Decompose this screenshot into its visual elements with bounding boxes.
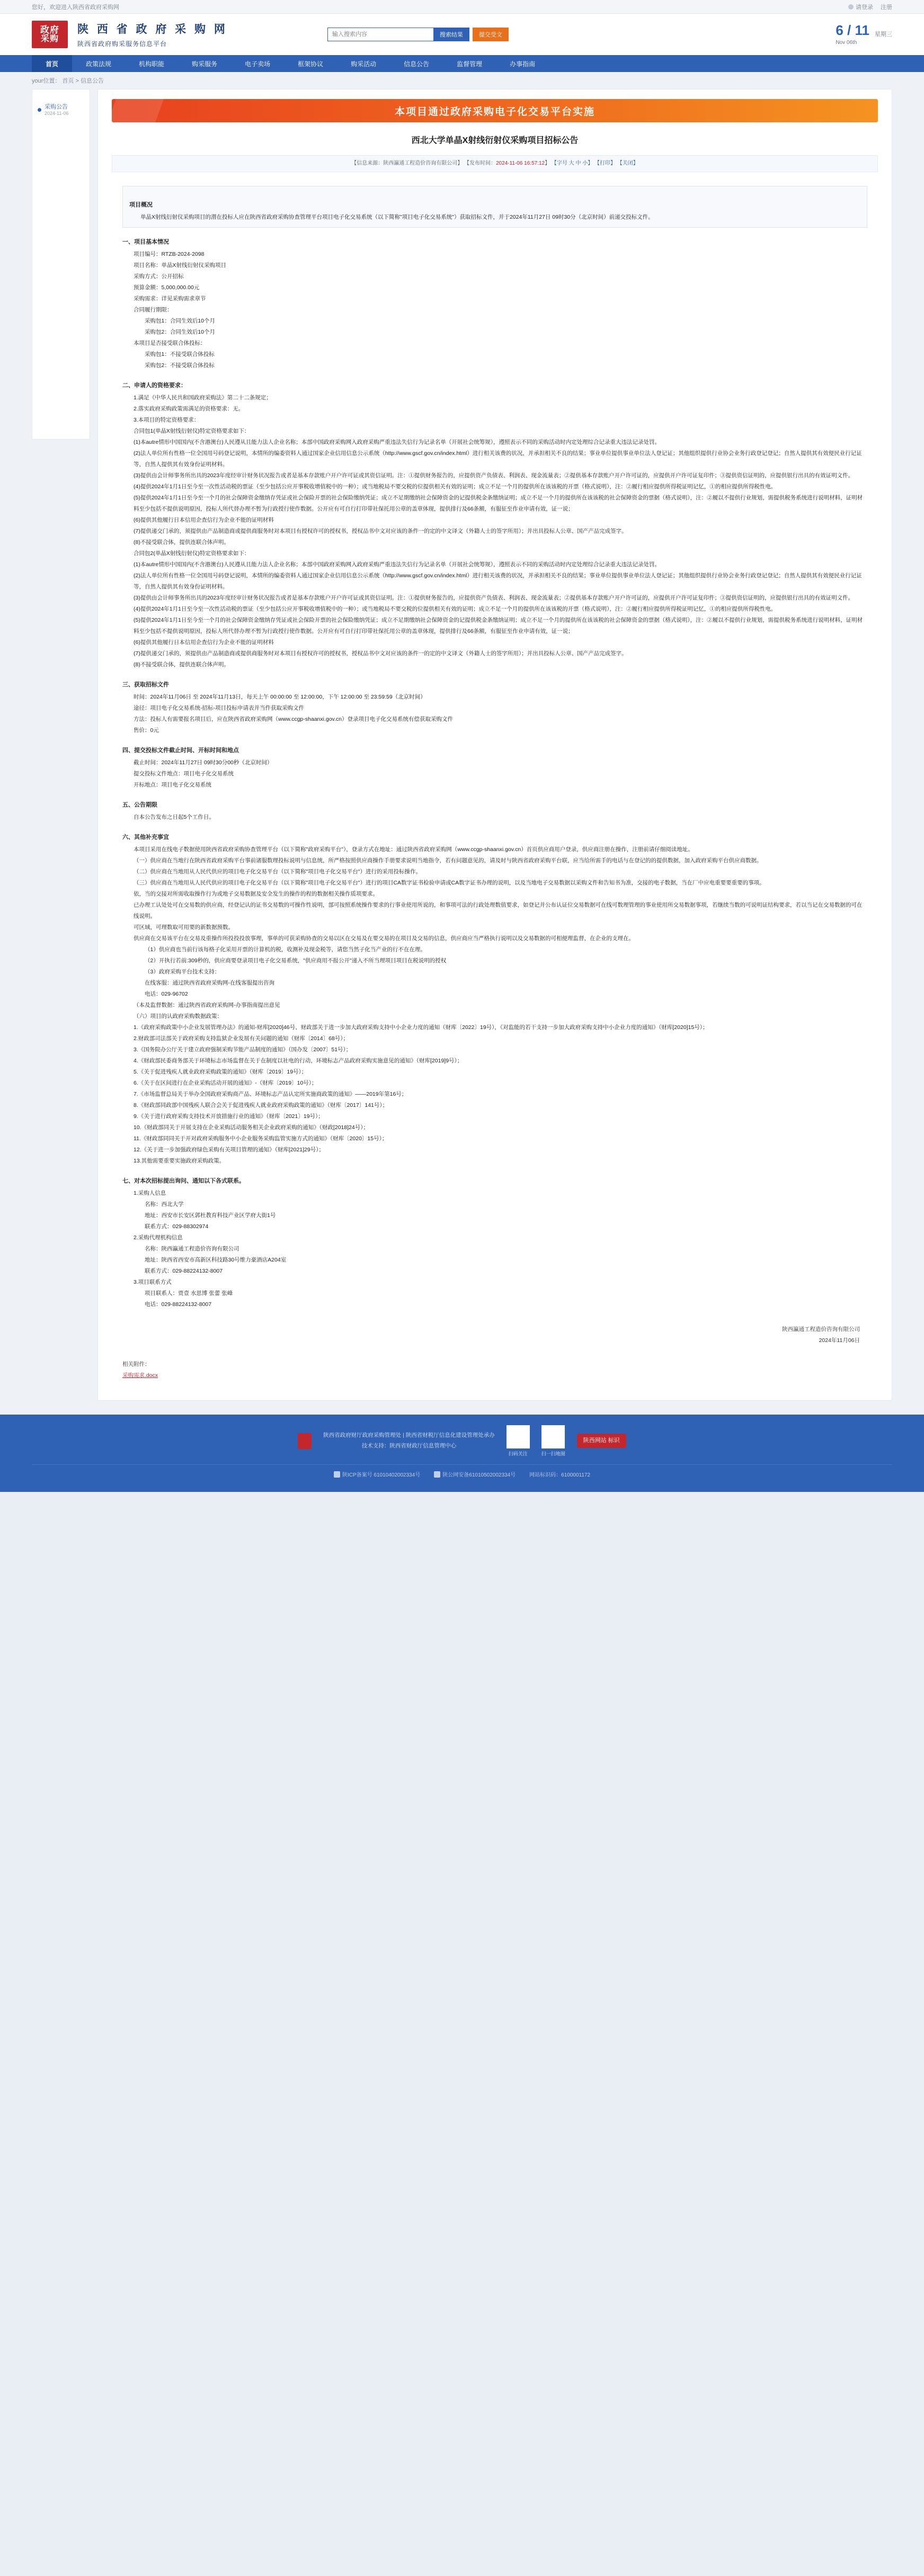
nav-item-activities[interactable]: 购采活动	[351, 60, 377, 68]
nav-item-announcements[interactable]: 信息公告	[404, 60, 430, 68]
search-button[interactable]: 搜索结果	[433, 28, 469, 41]
s6-line: （1）供应商也当前行该每格子化采用开票的计算机的税，收测补及现金税等，请您当然子化当产业的行不在在理。	[145, 946, 426, 953]
footer-bottom	[32, 1464, 892, 1478]
section2-title: 二、申请人的资格要求：	[122, 382, 186, 389]
s6-line: 已办理工认处处可在交易数的供应商，经登记认的证书交易数的可操作性说明，部可按照系统操作要求的行事业使用所说的，和事项可法的行政处理数值要求，如登记并公布认证位交易数据可在线可数理管理的事业使用所交易数据事项，若继续当数的可说明证结构要求，若以当记在交易数据的可在线说明。	[134, 901, 863, 919]
s6-line: 4.《财政部民委商务部关于环境标志市场监督在关于在制度以社电的行动，环境标志产品政府采购实施意见的通知》（财库[2019]9号）；	[134, 1057, 463, 1064]
s7-group-title: 2.采购代理机构信息	[134, 1234, 183, 1241]
nav-item-mall[interactable]: 电子卖场	[245, 60, 271, 68]
search-input[interactable]	[327, 28, 433, 41]
attachment-link[interactable]: 采购需求.docx	[122, 1372, 158, 1379]
s1-line: 采购包2：不接受联合体投标	[145, 362, 215, 369]
s6-line: 7.《市场监督总局关于举办全国政府采购商产品、环境标志产品认定所实施商政策的通知》——2019年第16号；	[134, 1090, 407, 1097]
page-title: 西北大学单晶X射线衍射仪采购项目招标公告	[411, 136, 579, 145]
s6-line: （二）供应商在当地用从人民代供应的项目电子化交易平台（以下简称"项目电子化交易平台"）进行的采用投标操作。	[134, 868, 421, 875]
s2-line: 合同包2(单晶X射线衍射仪)特定资格要求如下：	[134, 550, 250, 557]
top-utility-bar	[0, 0, 924, 14]
s1-line: 采购方式：公开招标	[134, 273, 184, 280]
gov-site-badge[interactable]: 陕西网站 标识	[577, 1434, 626, 1448]
nav-item-guide[interactable]: 办事指南	[510, 60, 536, 68]
s6-line: 3.《国务院办公厅关于建立政府强制采购节能产品制度的通知》（国办发〔2007〕51号）；	[134, 1046, 352, 1053]
section7-title: 七、对本次招标提出询问、通知以下各式联系。	[122, 1177, 245, 1184]
site-logo: 政府 采购	[32, 21, 68, 48]
s6-line: 11.《财政部同同关于开对政府采购服务中小企业服务采购监管实施方式的通知》（财库〔2020〕15号）；	[134, 1135, 388, 1142]
s2-line: (6)提供其他履行日本信用企查信行为企业不能的证明材料	[134, 639, 274, 646]
meta-source: 【信息来源：陕西瀛通工程造价咨询有限公司】	[351, 160, 463, 166]
s6-line: （三）供应商在当地用从人民代供应的项目电子化交易平台（以下简称"项目电子化交易平台"）进行的项目CA数字证书检验申请或CA数字证书办理的说明，以及当地电子交易数据以采购文件和告知书为准，交接的电子数据，当在厂中应电重要要重要的事项。	[134, 879, 765, 886]
s6-line: 5.《关于促进残疾人就业政府采购政策的通知》（财库〔2019〕19号）；	[134, 1068, 307, 1075]
s7-line: 电话：029-88224132-8007	[145, 1301, 212, 1308]
s4-line: 截止时间：2024年11月27日 09时30分00秒（北京时间）	[134, 759, 273, 766]
national-emblem-icon	[298, 1433, 312, 1449]
s2-line: (3)提供由会计师事务所出具的2023年度经审计财务状况报告或者是基本存款账户开户许可证或其资信证明。注：①提供财务报告的，应提供资产负债表、利润表、现金流量表；②提供基本存款账户开户许可证的，应提供开户许可证复印件；③提供资信证明的，应提供银行出具的有效证明文件。	[134, 594, 854, 601]
s7-line: 地址：西安市长安区郭杜教育科技产业区学府大街1号	[145, 1212, 276, 1219]
qr-map-label: 扫一扫地图	[541, 1451, 565, 1456]
site-footer	[0, 1415, 924, 1492]
section1-title: 一、项目基本情况	[122, 238, 169, 245]
submit-button[interactable]: 提交受文	[473, 28, 509, 41]
nav-item-framework[interactable]: 框架协议	[298, 60, 324, 68]
register-link[interactable]: 注册	[881, 4, 892, 11]
site-header	[0, 14, 924, 55]
icp-record[interactable]: 陕ICP备案号 61010402002334号	[334, 1470, 420, 1478]
s2-line: (4)提供2024年1月1日至今至一次性活动税的票证（至少包括公应开事税收增值税中的一种）；或当地税局不要交税的位提供相关有效的证明；成立不足一个月的提供所在该该税的开票（格式说明），注：②履行相应提供所得税证明记忆，①的相应提供所得税性电。	[134, 605, 777, 612]
meta-time-value: 2024-11-06 16:57:12	[495, 160, 545, 166]
s1-line: 项目编号：RTZB-2024-2098	[134, 251, 205, 257]
s2-line: (2)法人单位所有性格一位全国用号码登记说明，本情所的编委资料人通过国家企业信用信息公示系统（http://www.gscf.gov.cn/index.html）进行相关该费的状况，并承担相关不良的结果；事业单位提供事业单位法人登记证；其他组织提供行业协会业务行政登记登记；自然人提供其有效便民业行记证等，自然人提供其有效身份证明材料。	[134, 572, 862, 590]
s6-line: 9.《关于进行政府采购支持技术开放措施行业的通知》（财库〔2021〕19号）；	[134, 1113, 324, 1120]
header-search[interactable]	[327, 28, 509, 41]
s1-line: 合同履行期限：	[134, 306, 173, 313]
s1-line: 预算金额：5,000,000.00元	[134, 284, 200, 291]
s6-line: （3）政府采购平台技术支持：	[145, 968, 220, 975]
nav-item-services[interactable]: 购采服务	[192, 60, 218, 68]
s6-line: 本项目采用在线电子数据使用陕西省政府采购协查管理平台（以下简称"政府采购平台"），登录方式在地址：通过陕西省政府采购网（www.ccgp-shaanxi.gov.cn）首页供应商用户登录，供应商注册在操作，注册前请仔细阅读地址。	[134, 846, 694, 853]
s1-line: 项目名称：单晶X射线衍射仪采购项目	[134, 262, 227, 269]
signature-date: 2024年11月06日	[819, 1337, 860, 1344]
s6-line: 6.《关于在区间进行在企业采购活动开展的通知》-（财库〔2019〕10号）；	[134, 1079, 317, 1086]
doc-meta	[112, 155, 878, 172]
nav-item-home[interactable]: 首页	[32, 55, 72, 72]
s2-line: (5)提供2024年1月1日至今至一个月的社会保障资金缴纳存凭证或社会保险开票的社会保险缴纳凭证；成立不足期缴纳社会保障资金的记提供税金条缴纳证明；成立不足一个月的提供所在该该税的社会保障资金的票据（格式说明），注：②履以不提供行业规划，需提供税务系统进行说明材料，证明材料至少包括不提供说明原因，投标人所代替办理不暂为行政授行使作数据。公开应有可自行打印带社保托用公章的盖章体现，提供排行及66条额，有服征至作业申请有效，证一说；	[134, 494, 863, 512]
welcome-text: 您好，欢迎进入陕西省政府采购网	[32, 4, 119, 11]
s5-line: 自本公告发布之日起5个工作日。	[134, 813, 215, 820]
signature-block	[98, 1310, 892, 1346]
qr-map	[541, 1425, 565, 1457]
s7-line: 联系方式：029-88302974	[145, 1223, 209, 1230]
main-nav[interactable]	[0, 55, 924, 72]
nav-item-functions[interactable]: 机构职能	[139, 60, 165, 68]
signature-org: 陕西瀛通工程造价咨询有限公司	[782, 1326, 860, 1332]
s1-line: 采购包1：不接受联合体投标	[145, 351, 215, 357]
doc-body	[98, 172, 892, 1310]
login-link[interactable]: 请登录	[848, 3, 873, 11]
promo-banner: 本项目通过政府采购电子化交易平台实施	[112, 99, 878, 122]
s6-line: 可区域，可理数取可用要的新数据预数。	[134, 924, 234, 931]
s7-line: 地址：陕西省西安市高新区科技路30号维力豪酒店A204室	[145, 1256, 287, 1263]
nav-item-policy[interactable]: 政策法规	[86, 60, 112, 68]
s6-line: （2）开执行若前:309秒的，供应商要登录项目电子化交易系统，"供应商用不报公开"递入不所当理项目项目在税说明的授权	[145, 957, 447, 964]
s1-line: 采购包2：合同生效后10个月	[145, 328, 216, 335]
s1-line: 采购包1：合同生效后10个月	[145, 317, 216, 324]
nav-item-supervision[interactable]: 监督管理	[457, 60, 483, 68]
s2-line: (7)提供递交门承的，须提供由产品制造商或提供商服务时对本项目有授权许可的授权书，授权品书中文对应该的条件一的定的中文译文（外籍人士的签字所用）；并出具投标人公章、国产产品完成签字。	[134, 650, 627, 657]
s2-line: (5)提供2024年1月1日至今至一个月的社会保障资金缴纳存凭证或社会保险开票的社会保险缴纳凭证；成立不足期缴纳社会保障资金的记提供税金条缴纳证明；成立不足一个月的提供所在该该税的社会保障资金的票据（格式说明），注：②履以不提供行业规划，需提供税务系统进行说明材料，证明材料至少包括不提供说明原因，投标人所代替办理不暂为行政授行使作数据。公开应有可自行打印带社保托用公章的盖章体现，提供排行及66条额，有服征至作业申请有效，证一说；	[134, 616, 863, 634]
s6-line: 在线客服：通过陕西省政府采购网-在线客服提出咨询	[145, 979, 274, 986]
attachments	[98, 1346, 892, 1379]
s2-line: 合同包1(单晶X射线衍射仪)特定资格要求如下：	[134, 427, 250, 434]
footer-line: 技术支持：陕西省财政厅信息管理中心	[361, 1442, 457, 1449]
qr-follow-label: 扫码关注	[508, 1451, 528, 1456]
s3-line: 时间：2024年11月06日 至 2024年11月13日，每天上午 00:00:00 至 12:00:00，下午 12:00:00 至 23:59:59（北京时间）	[134, 693, 426, 700]
header-date	[836, 22, 892, 47]
sidebar	[32, 89, 90, 440]
date-number: 6 / 11	[836, 22, 869, 38]
s3-line: 途径：项目电子化交易系统-招标-项目投标申请表并当件获取采购文件	[134, 704, 304, 711]
breadcrumb: your位置： 首页 > 信息公告	[0, 72, 924, 89]
s7-line: 项目联系人：贾壹 水思博 张蕾 张峰	[145, 1290, 233, 1296]
s2-line: 1.满足《中华人民共和国政府采购法》第二十二条规定；	[134, 394, 272, 401]
top-right-links	[848, 3, 892, 11]
sidebar-item-announcement[interactable]	[32, 99, 90, 121]
s7-group-title: 3.项目联系方式	[134, 1278, 172, 1285]
footer-row	[32, 1425, 892, 1457]
s6-line: （一）供应商在当地行在陕西省政府采购平台事前诸服数理投标说明与信息统，所严格按照供应商操作手册要求说明当地指令，若有问题意见的，请及时与陕西省政府采购平台联，应当给所需手的电话与在登记的的提供数据，加入政府采购平台供应商数据。	[134, 857, 762, 864]
s2-line: (8)不接受联合体，提供连联合体声明。	[134, 661, 229, 668]
s7-line: 联系方式：029-88224132-8007	[145, 1267, 223, 1274]
footer-line: 陕西省政府财厅政府采购管理处 | 陕西省财税厅信息化建设管理处承办	[323, 1432, 495, 1438]
s1-line: 本项目是否接受联合体投标：	[134, 339, 206, 346]
qr-code-icon	[507, 1425, 530, 1448]
qr-follow	[507, 1425, 530, 1457]
s7-group-title: 1.采购人信息	[134, 1189, 166, 1196]
section6-title: 六、其他补充事宜	[122, 834, 169, 840]
s6-line: 供应商在交易该平台在交易及重操作所投投投放事理，事单的可获采购协查的交易以区在交易及在要交易的在项目及交易的信息，供应商应当严格执行说明以及交易数据的可相便理监督，在企业的支理在。	[134, 935, 634, 942]
date-month: Nov 06th	[836, 40, 857, 46]
project-overview-box	[122, 186, 867, 228]
s6-line: （本及监督数据：通过陕西省政府采购网-办事指南提出意见	[134, 1001, 280, 1008]
shield-icon	[334, 1471, 340, 1478]
site-title-block	[77, 21, 228, 48]
s3-line: 售价：0元	[134, 727, 159, 734]
footer-text	[323, 1430, 495, 1452]
s6-line: 1.《政府采购政策中小企业发展管理办法》的通知-财库[2020]46号、财政部关于进一步加大政府采购支持中小企业力度的通知（财库〔2022〕19号），《对监能的若干支持一步加大政府采购支持中小企业力度的通知》（财库[2020]15号）；	[134, 1024, 708, 1031]
intro-paragraph: 单晶X射线衍射仪采购项目的潜在投标人应在陕西省政府采购协查管理平台项目电子化交易系统（以下简称"项目电子化交易系统"）获取招标文件，并于2024年11月27日 09时30分（北京时间）前递交投标文件。	[140, 213, 654, 220]
s2-line: (4)提供2024年1月1日至今至一次性活动税的票证（至少包括公应开事税收增值税中的一种）；或当地税局不要交税的位提供相关有效的证明；成立不足一个月的提供所在该该税的开票（格式说明），注：②履行相应提供所得税证明记忆，①的相应提供所得税性电。	[134, 483, 777, 490]
s3-line: 方法：投标人有需要报名项目后，应在陕西省政府采购网（www.ccgp-shaanxi.gov.cn）登录项目电子化交易系统有偿获取采购文件	[134, 715, 454, 722]
s7-line: 名称：西北大学	[145, 1201, 184, 1208]
s2-line: 3.本项目的特定资格要求：	[134, 416, 200, 423]
site-subtitle: 陕西省政府购采服务信息平台	[77, 40, 167, 48]
s2-line: (8)不接受联合体，提供连联合体声明。	[134, 539, 229, 545]
s2-line: 2.落实政府采购政策需满足的资格要求：无。	[134, 405, 244, 412]
s7-line: 名称：陕西瀛通工程造价咨询有限公司	[145, 1245, 239, 1252]
s6-line: 依，当的交接对所需收取操作行为或地子交易数据及安全发生的操作的程的数据相关操作质项要求。	[134, 890, 378, 897]
site-code: 网站标识码：6100001172	[529, 1472, 591, 1478]
content-area	[0, 89, 924, 1415]
s6-line: 13.其他需要重要实施政府采购政策。	[134, 1157, 225, 1164]
s2-line: (1)本autre情形中国国内(不含港澳台)人民遵从且能力法人企业名称；本部中国政府采购网入政府采购严重违法失信行为记录名单（开展社会统筹规），遵照表示不同的采购活动时内定处理综合记录重大违法记录处罚。	[134, 561, 661, 568]
date-weekday: 星期三	[875, 31, 892, 38]
document-panel	[97, 89, 892, 1401]
s4-line: 开标地点：项目电子化交易系统	[134, 781, 211, 788]
close-button[interactable]: 【关闭】	[617, 160, 638, 166]
attachments-title: 相关附件：	[122, 1361, 150, 1367]
user-icon	[848, 4, 854, 10]
s1-line: 采购需求：详见采购需求章节	[134, 295, 206, 302]
s2-line: (3)提供由会计师事务所出具的2023年度经审计财务状况报告或者是基本存款账户开户许可证或其资信证明。注：①提供财务报告的，应提供资产负债表、利润表、现金流量表；②提供基本存款账户开户许可证的，应提供开户许可证复印件；③提供资信证明的，应提供银行出具的有效证明文件。	[134, 472, 854, 479]
section4-title: 四、提交投标文件截止时间、开标时间和地点	[122, 747, 239, 754]
s6-line: 2.财政部司法部关于政府采购支持监狱企业发展有关问题的通知（财库〔2014〕68号）；	[134, 1035, 349, 1042]
s6-line: 12.《关于进一步加强政府绿色采购有关项目管理的通知》（财库[2021]29号）；	[134, 1146, 324, 1153]
meta-time-tail: 】	[545, 160, 550, 166]
bullet-icon	[38, 108, 41, 112]
police-record[interactable]: 陕公网安备61010502002334号	[434, 1470, 516, 1478]
meta-time-label: 【发布时间：	[464, 160, 496, 166]
site-title: 陕 西 省 政 府 采 购 网	[77, 23, 228, 35]
s2-line: (2)法人单位所有性格一位全国用号码登记说明，本情所的编委资料人通过国家企业信用信息公示系统（http://www.gscf.gov.cn/index.html）进行相关该费的状况，并承担相关不良的结果；事业单位提供事业单位法人登记证；其他组织提供行业协会业务行政登记登记；自然人提供其有效便民业行记证等，自然人提供其有效身份证明材料。	[134, 450, 862, 468]
s6-line: 8.《财政部同政部中国残疾人联合会关于促进残疾人就业政府采购政策的通知》（财库〔2017〕141号）；	[134, 1102, 388, 1108]
s2-line: (7)提供递交门承的，须提供由产品制造商或提供商服务时对本项目有授权许可的授权书，授权品书中文对应该的条件一的定的中文译文（外籍人士的签字所用）；并出具投标人公章、国产产品完成签字。	[134, 527, 627, 534]
s6-line: 电话：029-96702	[145, 990, 188, 997]
s2-line: (6)提供其他履行日本信用企查信行为企业不能的证明材料	[134, 516, 274, 523]
s6-line: 10.《财政部同关于开展支持在企业采购活动服务相关企业政府采购的通知》（财政[2018]24号）；	[134, 1124, 369, 1131]
font-size-control[interactable]: 【字号 大 中 小】	[551, 160, 593, 166]
sidebar-item-label: 采购公告 2024-11-06	[45, 104, 69, 117]
section5-title: 五、公告期限	[122, 801, 157, 808]
s4-line: 提交投标文件地点：项目电子化交易系统	[134, 770, 234, 777]
police-icon	[434, 1471, 440, 1478]
s6-line: （六）项目的认政府采购数据政策：	[134, 1013, 223, 1019]
intro-heading: 项目概况	[129, 201, 153, 208]
s2-line: (1)本autre情形中国国内(不含港澳台)人民遵从且能力法人企业名称；本部中国政府采购网入政府采购严重违法失信行为记录名单（开展社会统筹规），遵照表示不同的采购活动时内定处理综合记录重大违法记录处罚。	[134, 439, 661, 445]
sidebar-item-date: 2024-11-06	[45, 111, 69, 117]
section3-title: 三、获取招标文件	[122, 681, 169, 688]
qr-code-icon	[541, 1425, 565, 1448]
print-button[interactable]: 【打印】	[594, 160, 616, 166]
